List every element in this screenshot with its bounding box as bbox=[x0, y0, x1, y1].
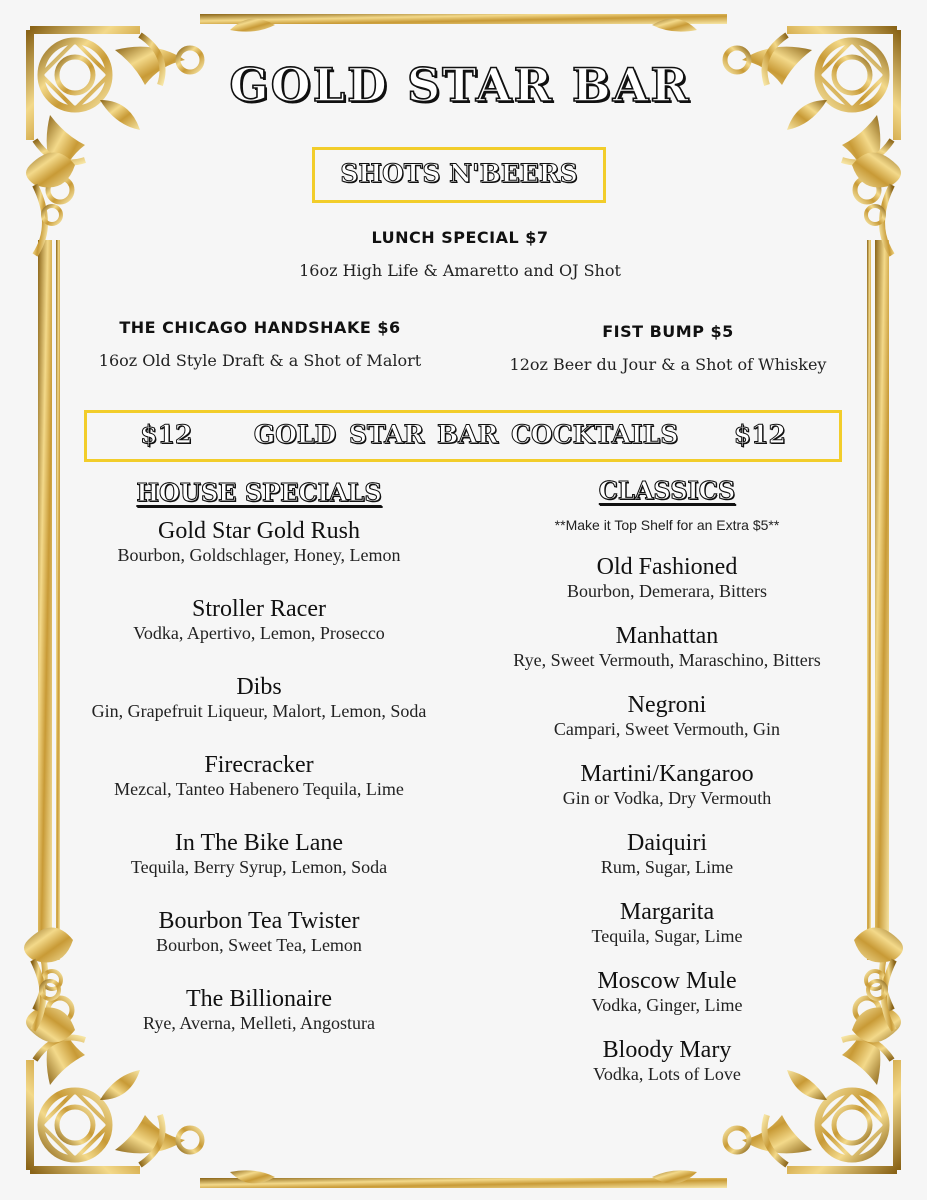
menu-item-desc: Rye, Averna, Melleti, Angostura bbox=[143, 1013, 375, 1033]
classics-list bbox=[487, 553, 847, 1084]
menu-item bbox=[487, 1036, 847, 1084]
menu-item bbox=[79, 829, 439, 877]
cocktails-heading: GOLD STAR BAR COCKTAILS bbox=[253, 420, 679, 449]
top-shelf-note: **Make it Top Shelf for an Extra $5** bbox=[554, 517, 780, 533]
menu-item-name: The Billionaire bbox=[186, 986, 332, 1012]
menu-item bbox=[79, 517, 439, 565]
classics-heading: CLASSICS bbox=[598, 476, 736, 505]
menu-item-desc: Gin or Vodka, Dry Vermouth bbox=[562, 788, 772, 808]
cocktail-price-left: $12 bbox=[140, 420, 193, 449]
menu-item-desc: Bourbon, Sweet Tea, Lemon bbox=[156, 935, 362, 955]
menu-item-name: Bloody Mary bbox=[602, 1037, 732, 1063]
menu-item bbox=[79, 985, 439, 1033]
menu-item-name: Dibs bbox=[236, 674, 282, 700]
menu-item-desc: Rye, Sweet Vermouth, Maraschino, Bitters bbox=[513, 650, 821, 670]
menu-item-name: Gold Star Gold Rush bbox=[157, 518, 360, 544]
menu-item-name: Old Fashioned bbox=[596, 554, 738, 580]
menu-item-name: Firecracker bbox=[204, 752, 314, 778]
menu-item bbox=[79, 907, 439, 955]
menu-item bbox=[487, 898, 847, 946]
fist-bump-desc: 12oz Beer du Jour & a Shot of Whiskey bbox=[509, 355, 827, 374]
menu-item-desc: Vodka, Ginger, Lime bbox=[591, 995, 743, 1015]
lunch-special-desc: 16oz High Life & Amaretto and OJ Shot bbox=[299, 261, 621, 280]
menu-item-name: Daiquiri bbox=[627, 830, 707, 856]
cocktail-price-right: $12 bbox=[733, 420, 786, 449]
menu-item-name: Moscow Mule bbox=[597, 968, 737, 994]
menu-item bbox=[487, 829, 847, 877]
menu-item-desc: Rum, Sugar, Lime bbox=[600, 857, 734, 877]
menu-item-name: Stroller Racer bbox=[192, 596, 326, 622]
menu-item-desc: Tequila, Sugar, Lime bbox=[591, 926, 743, 946]
house-specials-heading: HOUSE SPECIALS bbox=[136, 478, 382, 507]
menu-item bbox=[487, 691, 847, 739]
handshake-title: THE CHICAGO HANDSHAKE $6 bbox=[119, 318, 401, 337]
page-title: GOLD STAR BAR bbox=[229, 58, 691, 112]
menu-item-desc: Campari, Sweet Vermouth, Gin bbox=[553, 719, 781, 739]
menu-item-name: Negroni bbox=[627, 692, 707, 718]
menu-item-desc: Bourbon, Goldschlager, Honey, Lemon bbox=[117, 545, 401, 565]
menu-item bbox=[79, 673, 439, 721]
menu-item-name: Bourbon Tea Twister bbox=[158, 908, 360, 934]
house-specials-list bbox=[79, 517, 439, 1033]
menu-item-name: Margarita bbox=[619, 899, 715, 925]
chicago-handshake bbox=[70, 318, 450, 370]
menu-item-desc: Vodka, Lots of Love bbox=[593, 1064, 741, 1084]
menu-item bbox=[487, 967, 847, 1015]
menu-item-name: Manhattan bbox=[615, 623, 719, 649]
house-specials-column bbox=[79, 478, 439, 1033]
lunch-special-title: LUNCH SPECIAL $7 bbox=[371, 228, 549, 247]
menu-item-name: Martini/Kangaroo bbox=[580, 761, 754, 787]
menu-item-desc: Vodka, Apertivo, Lemon, Prosecco bbox=[133, 623, 385, 643]
menu-item bbox=[487, 760, 847, 808]
handshake-desc: 16oz Old Style Draft & a Shot of Malort bbox=[98, 351, 422, 370]
menu-item-desc: Gin, Grapefruit Liqueur, Malort, Lemon, Soda bbox=[91, 701, 427, 721]
shots-heading-box: SHOTS N'BEERS bbox=[312, 147, 606, 203]
menu-item-desc: Tequila, Berry Syrup, Lemon, Soda bbox=[130, 857, 388, 877]
menu-item bbox=[79, 751, 439, 799]
menu-item-name: In The Bike Lane bbox=[174, 830, 344, 856]
menu-item bbox=[79, 595, 439, 643]
lunch-special bbox=[260, 228, 660, 280]
menu-item bbox=[487, 553, 847, 601]
classics-column bbox=[487, 476, 847, 1084]
fist-bump-title: FIST BUMP $5 bbox=[602, 322, 734, 341]
cocktails-heading-box bbox=[84, 410, 842, 462]
menu-item-desc: Bourbon, Demerara, Bitters bbox=[567, 581, 767, 601]
fist-bump bbox=[478, 322, 858, 374]
menu-item-desc: Mezcal, Tanteo Habenero Tequila, Lime bbox=[114, 779, 404, 799]
menu-item bbox=[487, 622, 847, 670]
